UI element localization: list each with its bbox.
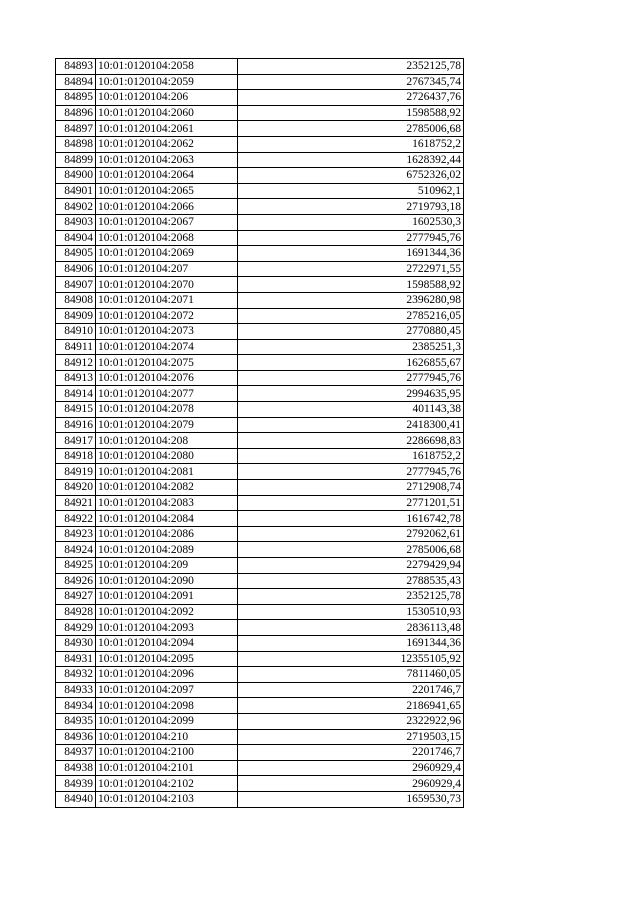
cadastral-number-cell: 10:01:0120104:2071 [96, 292, 238, 308]
row-number-cell: 84915 [56, 402, 96, 418]
row-number-cell: 84933 [56, 682, 96, 698]
cadastral-value-cell: 2201746,7 [238, 745, 464, 761]
cadastral-value-cell: 2960929,4 [238, 760, 464, 776]
row-number-cell: 84938 [56, 760, 96, 776]
table-row [56, 308, 464, 324]
cadastral-value-cell: 2771201,51 [238, 495, 464, 511]
cadastral-number-cell: 10:01:0120104:2074 [96, 339, 238, 355]
row-number-cell: 84926 [56, 573, 96, 589]
cadastral-value-cell: 1598588,92 [238, 105, 464, 121]
table-row [56, 464, 464, 480]
cadastral-value-cell: 2352125,78 [238, 59, 464, 75]
cadastral-value-cell: 1598588,92 [238, 277, 464, 293]
cadastral-number-cell: 10:01:0120104:2065 [96, 183, 238, 199]
row-number-cell: 84912 [56, 355, 96, 371]
table-row [56, 74, 464, 90]
row-number-cell: 84899 [56, 152, 96, 168]
cadastral-value-cell: 2785216,05 [238, 308, 464, 324]
cadastral-number-cell: 10:01:0120104:2066 [96, 199, 238, 215]
cadastral-number-cell: 10:01:0120104:2099 [96, 713, 238, 729]
row-number-cell: 84922 [56, 511, 96, 527]
table-row [56, 168, 464, 184]
cadastral-value-cell: 2396280,98 [238, 292, 464, 308]
table-row [56, 542, 464, 558]
table-row [56, 339, 464, 355]
row-number-cell: 84928 [56, 604, 96, 620]
cadastral-number-cell: 10:01:0120104:2078 [96, 402, 238, 418]
cadastral-value-cell: 2792062,61 [238, 526, 464, 542]
cadastral-value-cell: 2836113,48 [238, 620, 464, 636]
row-number-cell: 84924 [56, 542, 96, 558]
cadastral-value-cell: 2770880,45 [238, 324, 464, 340]
cadastral-number-cell: 10:01:0120104:2075 [96, 355, 238, 371]
table-row [56, 776, 464, 792]
table-row [56, 121, 464, 137]
cadastral-value-cell: 12355105,92 [238, 651, 464, 667]
cadastral-number-cell: 10:01:0120104:2100 [96, 745, 238, 761]
table-row [56, 402, 464, 418]
cadastral-number-cell: 10:01:0120104:2091 [96, 589, 238, 605]
cadastral-number-cell: 10:01:0120104:2073 [96, 324, 238, 340]
cadastral-number-cell: 10:01:0120104:210 [96, 729, 238, 745]
cadastral-number-cell: 10:01:0120104:2076 [96, 370, 238, 386]
row-number-cell: 84925 [56, 558, 96, 574]
cadastral-number-cell: 10:01:0120104:2058 [96, 59, 238, 75]
cadastral-value-cell: 2777945,76 [238, 370, 464, 386]
table-row [56, 791, 464, 807]
table-row [56, 214, 464, 230]
table-row [56, 370, 464, 386]
table-row [56, 682, 464, 698]
row-number-cell: 84914 [56, 386, 96, 402]
cadastral-number-cell: 10:01:0120104:2095 [96, 651, 238, 667]
table-row [56, 620, 464, 636]
cadastral-number-cell: 10:01:0120104:2096 [96, 667, 238, 683]
table-row [56, 604, 464, 620]
cadastral-value-cell: 1618752,2 [238, 448, 464, 464]
table-row [56, 745, 464, 761]
row-number-cell: 84935 [56, 713, 96, 729]
cadastral-value-cell: 1691344,36 [238, 246, 464, 262]
cadastral-value-cell: 7811460,05 [238, 667, 464, 683]
cadastral-number-cell: 10:01:0120104:2064 [96, 168, 238, 184]
cadastral-value-cell: 2722971,55 [238, 261, 464, 277]
row-number-cell: 84940 [56, 791, 96, 807]
cadastral-value-cell: 2960929,4 [238, 776, 464, 792]
table-row [56, 417, 464, 433]
cadastral-value-cell: 2777945,76 [238, 464, 464, 480]
row-number-cell: 84921 [56, 495, 96, 511]
cadastral-number-cell: 10:01:0120104:2080 [96, 448, 238, 464]
cadastral-value-cell: 2352125,78 [238, 589, 464, 605]
row-number-cell: 84907 [56, 277, 96, 293]
row-number-cell: 84939 [56, 776, 96, 792]
table-row [56, 526, 464, 542]
row-number-cell: 84898 [56, 136, 96, 152]
table-row [56, 277, 464, 293]
cadastral-value-cell: 2994635,95 [238, 386, 464, 402]
cadastral-number-cell: 10:01:0120104:2084 [96, 511, 238, 527]
table-row [56, 573, 464, 589]
row-number-cell: 84897 [56, 121, 96, 137]
row-number-cell: 84911 [56, 339, 96, 355]
row-number-cell: 84930 [56, 635, 96, 651]
row-number-cell: 84908 [56, 292, 96, 308]
cadastral-number-cell: 10:01:0120104:2083 [96, 495, 238, 511]
row-number-cell: 84927 [56, 589, 96, 605]
cadastral-number-cell: 10:01:0120104:2086 [96, 526, 238, 542]
row-number-cell: 84937 [56, 745, 96, 761]
cadastral-number-cell: 10:01:0120104:2102 [96, 776, 238, 792]
cadastral-number-cell: 10:01:0120104:207 [96, 261, 238, 277]
table-row [56, 698, 464, 714]
cadastral-number-cell: 10:01:0120104:2067 [96, 214, 238, 230]
table-row [56, 713, 464, 729]
cadastral-number-cell: 10:01:0120104:2093 [96, 620, 238, 636]
cadastral-number-cell: 10:01:0120104:2072 [96, 308, 238, 324]
cadastral-value-cell: 2767345,74 [238, 74, 464, 90]
cadastral-number-cell: 10:01:0120104:208 [96, 433, 238, 449]
cadastral-value-cell: 2279429,94 [238, 558, 464, 574]
cadastral-number-cell: 10:01:0120104:2061 [96, 121, 238, 137]
cadastral-value-cell: 2785006,68 [238, 121, 464, 137]
row-number-cell: 84905 [56, 246, 96, 262]
table-row [56, 246, 464, 262]
cadastral-number-cell: 10:01:0120104:2081 [96, 464, 238, 480]
row-number-cell: 84918 [56, 448, 96, 464]
cadastral-value-cell: 1616742,78 [238, 511, 464, 527]
cadastral-value-cell: 2712908,74 [238, 480, 464, 496]
cadastral-number-cell: 10:01:0120104:2092 [96, 604, 238, 620]
row-number-cell: 84932 [56, 667, 96, 683]
cadastral-value-cell: 401143,38 [238, 402, 464, 418]
table-row [56, 199, 464, 215]
row-number-cell: 84903 [56, 214, 96, 230]
table-row [56, 183, 464, 199]
cadastral-number-cell: 10:01:0120104:209 [96, 558, 238, 574]
cadastral-value-cell: 1628392,44 [238, 152, 464, 168]
cadastral-value-cell: 2186941,65 [238, 698, 464, 714]
cadastral-value-cell: 1618752,2 [238, 136, 464, 152]
cadastral-value-cell: 1602530,3 [238, 214, 464, 230]
cadastral-value-table [55, 58, 464, 808]
cadastral-value-cell: 1530510,93 [238, 604, 464, 620]
table-row [56, 230, 464, 246]
table-row [56, 136, 464, 152]
cadastral-value-cell: 2201746,7 [238, 682, 464, 698]
cadastral-value-cell: 1691344,36 [238, 635, 464, 651]
row-number-cell: 84895 [56, 90, 96, 106]
row-number-cell: 84929 [56, 620, 96, 636]
cadastral-value-cell: 2726437,76 [238, 90, 464, 106]
table-row [56, 59, 464, 75]
cadastral-number-cell: 10:01:0120104:2062 [96, 136, 238, 152]
row-number-cell: 84900 [56, 168, 96, 184]
row-number-cell: 84910 [56, 324, 96, 340]
cadastral-value-cell: 510962,1 [238, 183, 464, 199]
table-row [56, 433, 464, 449]
table-row [56, 90, 464, 106]
cadastral-value-cell: 1626855,67 [238, 355, 464, 371]
table-body [56, 59, 464, 808]
table-row [56, 651, 464, 667]
table-row [56, 105, 464, 121]
cadastral-number-cell: 10:01:0120104:2060 [96, 105, 238, 121]
row-number-cell: 84909 [56, 308, 96, 324]
cadastral-number-cell: 10:01:0120104:2103 [96, 791, 238, 807]
table-row [56, 589, 464, 605]
table-row [56, 760, 464, 776]
row-number-cell: 84894 [56, 74, 96, 90]
cadastral-value-cell: 2785006,68 [238, 542, 464, 558]
table-row [56, 495, 464, 511]
cadastral-value-cell: 2418300,41 [238, 417, 464, 433]
table-row [56, 324, 464, 340]
table-row [56, 635, 464, 651]
cadastral-number-cell: 10:01:0120104:2063 [96, 152, 238, 168]
table-row [56, 386, 464, 402]
row-number-cell: 84893 [56, 59, 96, 75]
table-row [56, 261, 464, 277]
cadastral-value-cell: 2385251,3 [238, 339, 464, 355]
row-number-cell: 84901 [56, 183, 96, 199]
table-row [56, 667, 464, 683]
cadastral-value-cell: 2788535,43 [238, 573, 464, 589]
table-row [56, 292, 464, 308]
cadastral-value-cell: 2777945,76 [238, 230, 464, 246]
cadastral-number-cell: 10:01:0120104:2097 [96, 682, 238, 698]
cadastral-number-cell: 10:01:0120104:2069 [96, 246, 238, 262]
cadastral-number-cell: 10:01:0120104:2098 [96, 698, 238, 714]
row-number-cell: 84923 [56, 526, 96, 542]
cadastral-number-cell: 10:01:0120104:2101 [96, 760, 238, 776]
table-row [56, 511, 464, 527]
cadastral-number-cell: 10:01:0120104:2094 [96, 635, 238, 651]
row-number-cell: 84896 [56, 105, 96, 121]
cadastral-number-cell: 10:01:0120104:2079 [96, 417, 238, 433]
cadastral-number-cell: 10:01:0120104:2090 [96, 573, 238, 589]
cadastral-number-cell: 10:01:0120104:206 [96, 90, 238, 106]
cadastral-number-cell: 10:01:0120104:2082 [96, 480, 238, 496]
cadastral-number-cell: 10:01:0120104:2059 [96, 74, 238, 90]
cadastral-value-cell: 1659530,73 [238, 791, 464, 807]
cadastral-number-cell: 10:01:0120104:2068 [96, 230, 238, 246]
cadastral-value-cell: 2719503,15 [238, 729, 464, 745]
cadastral-value-cell: 2286698,83 [238, 433, 464, 449]
row-number-cell: 84913 [56, 370, 96, 386]
row-number-cell: 84919 [56, 464, 96, 480]
row-number-cell: 84917 [56, 433, 96, 449]
row-number-cell: 84931 [56, 651, 96, 667]
row-number-cell: 84902 [56, 199, 96, 215]
cadastral-number-cell: 10:01:0120104:2070 [96, 277, 238, 293]
row-number-cell: 84920 [56, 480, 96, 496]
cadastral-value-cell: 2719793,18 [238, 199, 464, 215]
row-number-cell: 84906 [56, 261, 96, 277]
table-row [56, 729, 464, 745]
table-row [56, 480, 464, 496]
cadastral-value-cell: 6752326,02 [238, 168, 464, 184]
cadastral-value-cell: 2322922,96 [238, 713, 464, 729]
table-row [56, 558, 464, 574]
table-row [56, 355, 464, 371]
cadastral-number-cell: 10:01:0120104:2089 [96, 542, 238, 558]
row-number-cell: 84934 [56, 698, 96, 714]
table-row [56, 152, 464, 168]
row-number-cell: 84936 [56, 729, 96, 745]
cadastral-number-cell: 10:01:0120104:2077 [96, 386, 238, 402]
row-number-cell: 84904 [56, 230, 96, 246]
table-row [56, 448, 464, 464]
row-number-cell: 84916 [56, 417, 96, 433]
